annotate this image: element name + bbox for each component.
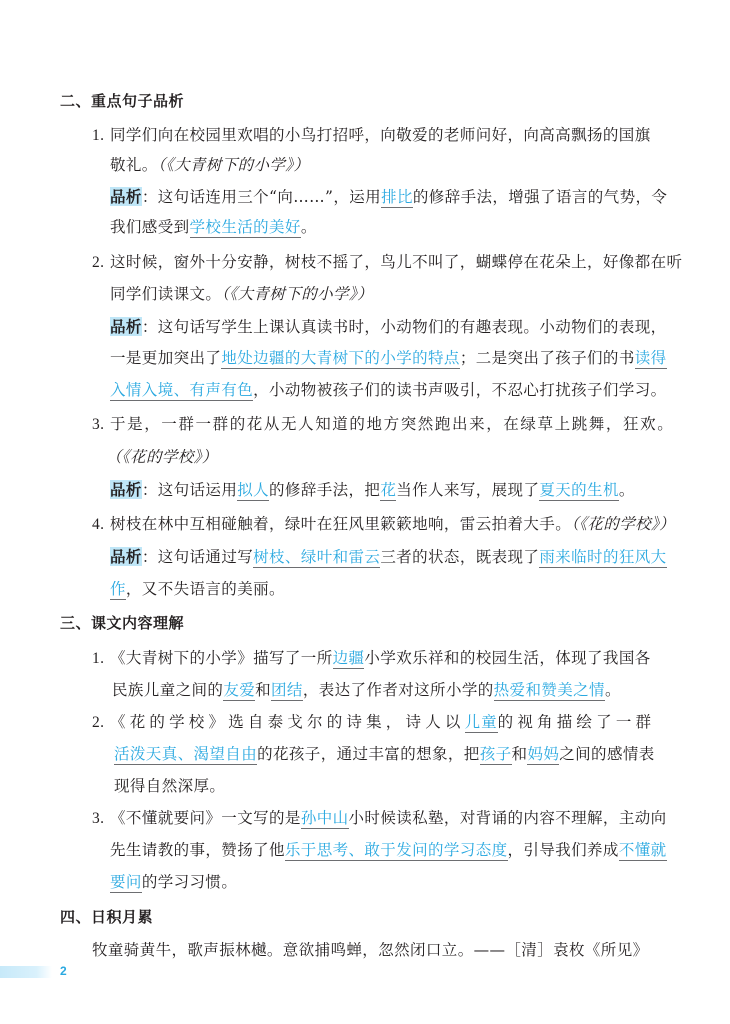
source-title: （《大青树下的小学》） bbox=[221, 285, 373, 303]
answer-blank: 拟人 bbox=[237, 481, 270, 499]
analysis-text: 当作人来写，展现了 bbox=[396, 481, 540, 499]
analysis-tag: 品析 bbox=[110, 480, 142, 499]
section-title-daily-accumulation: 四、日积月累 bbox=[60, 908, 154, 926]
analysis-tag: 品析 bbox=[110, 317, 142, 336]
sentence-2-line-1 bbox=[92, 250, 682, 272]
analysis-text: ：这句话通过写 bbox=[141, 548, 254, 566]
comprehension-2-line-2 bbox=[114, 742, 655, 764]
body-text: 小时候读私塾，对背诵的内容不理解，主动向 bbox=[348, 809, 667, 827]
analysis-text: ：这句话运用 bbox=[141, 481, 238, 499]
comprehension-1-line-1 bbox=[92, 646, 651, 668]
sentence-text: 敬礼。 bbox=[110, 156, 158, 174]
answer-blank: 入情入境、有声有色 bbox=[110, 381, 254, 399]
answer-blank: 边疆 bbox=[332, 649, 365, 667]
body-text: 先生请教的事，赞扬了他 bbox=[110, 841, 285, 859]
analysis-3-line-1 bbox=[110, 478, 635, 500]
analysis-text: ，小动物被孩子们的读书声吸引，不忍心打扰孩子们学习。 bbox=[253, 381, 667, 399]
body-text: 《大青树下的小学》描写了一所 bbox=[110, 649, 333, 667]
sentence-4-line-1 bbox=[92, 512, 675, 534]
answer-blank: 地处边疆的大青树下的小学的特点 bbox=[221, 349, 460, 367]
analysis-text: 三者的状态，既表现了 bbox=[380, 548, 540, 566]
body-text: 的学习习惯。 bbox=[141, 873, 238, 891]
body-text: 。 bbox=[604, 681, 621, 699]
analysis-text: 的修辞手法，增强了语言的气势，令 bbox=[412, 188, 668, 206]
analysis-2-line-3 bbox=[110, 378, 667, 400]
item-number: 3. bbox=[92, 416, 105, 433]
analysis-text: 。 bbox=[618, 481, 635, 499]
source-title: （《花的学校》） bbox=[106, 448, 218, 466]
analysis-text: 。 bbox=[300, 218, 317, 236]
body-text: ，表达了作者对这所小学的 bbox=[302, 681, 494, 699]
item-number: 1. bbox=[92, 127, 105, 144]
section-title-key-sentences: 二、重点句子品析 bbox=[60, 92, 185, 110]
sentence-text: 这时候，窗外十分安静，树枝不摇了，鸟儿不叫了，蝴蝶停在花朵上，好像都在听 bbox=[110, 253, 683, 271]
sentence-text: 树枝在林中互相碰触着，绿叶在狂风里簌簌地响，雷云拍着大手。 bbox=[110, 515, 572, 533]
answer-blank: 排比 bbox=[381, 188, 413, 206]
body-text: 《不懂就要问》一文写的是 bbox=[110, 809, 301, 827]
analysis-tag: 品析 bbox=[110, 187, 142, 206]
sentence-1-line-1 bbox=[92, 123, 651, 145]
analysis-4-line-2 bbox=[110, 577, 285, 599]
answer-blank: 读得 bbox=[634, 349, 667, 367]
comprehension-1-line-2 bbox=[112, 678, 621, 700]
answer-blank: 孙中山 bbox=[300, 809, 349, 827]
section-title-text-comprehension: 三、课文内容理解 bbox=[60, 614, 185, 632]
answer-blank: 学校生活的美好 bbox=[189, 218, 301, 236]
item-number: 4. bbox=[92, 516, 105, 533]
analysis-text: ：这句话写学生上课认真读书时，小动物们的有趣表现。小动物们的表现， bbox=[141, 318, 667, 336]
answer-blank: 团结 bbox=[271, 681, 303, 699]
answer-blank: 不懂就 bbox=[618, 841, 667, 859]
body-text: 之间的感情表 bbox=[559, 745, 655, 763]
page-number-bar bbox=[0, 966, 52, 978]
answer-blank: 乐于思考、敢于发问的学习态度 bbox=[284, 841, 508, 859]
source-title: （《花的学校》） bbox=[571, 515, 676, 533]
item-number: 3. bbox=[92, 810, 105, 827]
answer-blank: 儿童 bbox=[464, 713, 498, 731]
answer-blank: 友爱 bbox=[223, 681, 256, 699]
body-text: 《花的学校》选自泰戈尔的诗集，诗人以 bbox=[110, 713, 465, 731]
answer-blank: 活泼天真、渴望自由 bbox=[114, 745, 258, 763]
item-number: 2. bbox=[92, 254, 105, 271]
sentence-text: 同学们读课文。 bbox=[110, 285, 222, 303]
analysis-text: ：这句话连用三个“向……”，运用 bbox=[141, 188, 382, 206]
answer-blank: 要问 bbox=[110, 873, 142, 891]
analysis-1-line-2 bbox=[110, 215, 317, 237]
body-text: 小学欢乐祥和的校园生活，体现了我国各 bbox=[364, 649, 651, 667]
sentence-text: 于是，一群一群的花从无人知道的地方突然跑出来，在绿草上跳舞，狂欢。 bbox=[110, 415, 675, 433]
analysis-4-line-1 bbox=[110, 545, 667, 567]
sentence-1-line-2 bbox=[110, 153, 309, 175]
sentence-text: 同学们向在校园里欢唱的小鸟打招呼，向敬爱的老师问好，向高高飘扬的国旗 bbox=[110, 126, 651, 144]
answer-blank: 妈妈 bbox=[527, 745, 560, 763]
body-text: 和 bbox=[255, 681, 272, 699]
analysis-text: 一是更加突出了 bbox=[110, 349, 222, 367]
answer-blank: 作 bbox=[110, 580, 126, 598]
comprehension-2-line-1 bbox=[92, 710, 655, 732]
comprehension-3-line-3 bbox=[110, 870, 237, 892]
analysis-tag: 品析 bbox=[110, 547, 142, 566]
analysis-2-line-2 bbox=[110, 346, 667, 368]
analysis-text: ；二是突出了孩子们的书 bbox=[459, 349, 635, 367]
analysis-text: 的修辞手法，把 bbox=[269, 481, 381, 499]
sentence-3-line-1 bbox=[92, 412, 674, 434]
answer-blank: 雨来临时的狂风大 bbox=[539, 548, 667, 566]
answer-blank: 花 bbox=[380, 481, 397, 499]
body-text: 现得自然深厚。 bbox=[114, 777, 226, 795]
analysis-text: 我们感受到 bbox=[110, 218, 190, 236]
body-text: 和 bbox=[511, 745, 528, 763]
item-number: 1. bbox=[92, 650, 105, 667]
sentence-2-line-2 bbox=[110, 282, 373, 304]
body-text: 的视角描绘了一群 bbox=[497, 713, 656, 731]
comprehension-2-line-3 bbox=[114, 774, 225, 796]
answer-blank: 孩子 bbox=[479, 745, 512, 763]
analysis-1-line-1 bbox=[110, 185, 667, 207]
poem-line: 牧童骑黄牛，歌声振林樾。意欲捕鸣蝉，忽然闭口立。——［清］袁枚《所见》 bbox=[92, 941, 649, 959]
answer-blank: 树枝、绿叶和雷云 bbox=[253, 548, 381, 566]
body-text: 的花孩子，通过丰富的想象，把 bbox=[257, 745, 480, 763]
comprehension-3-line-2 bbox=[110, 838, 667, 860]
source-title: （《大青树下的小学》） bbox=[157, 156, 310, 174]
body-text: 民族儿童之间的 bbox=[112, 681, 224, 699]
analysis-text: ，又不失语言的美丽。 bbox=[125, 580, 285, 598]
answer-blank: 夏天的生机 bbox=[539, 481, 619, 499]
comprehension-3-line-1 bbox=[92, 806, 667, 828]
item-number: 2. bbox=[92, 714, 105, 731]
sentence-3-line-2 bbox=[106, 445, 218, 467]
analysis-2-line-1 bbox=[110, 315, 667, 337]
answer-blank: 热爱和赞美之情 bbox=[493, 681, 605, 699]
page-number: 2 bbox=[60, 964, 67, 978]
body-text: ，引导我们养成 bbox=[507, 841, 619, 859]
